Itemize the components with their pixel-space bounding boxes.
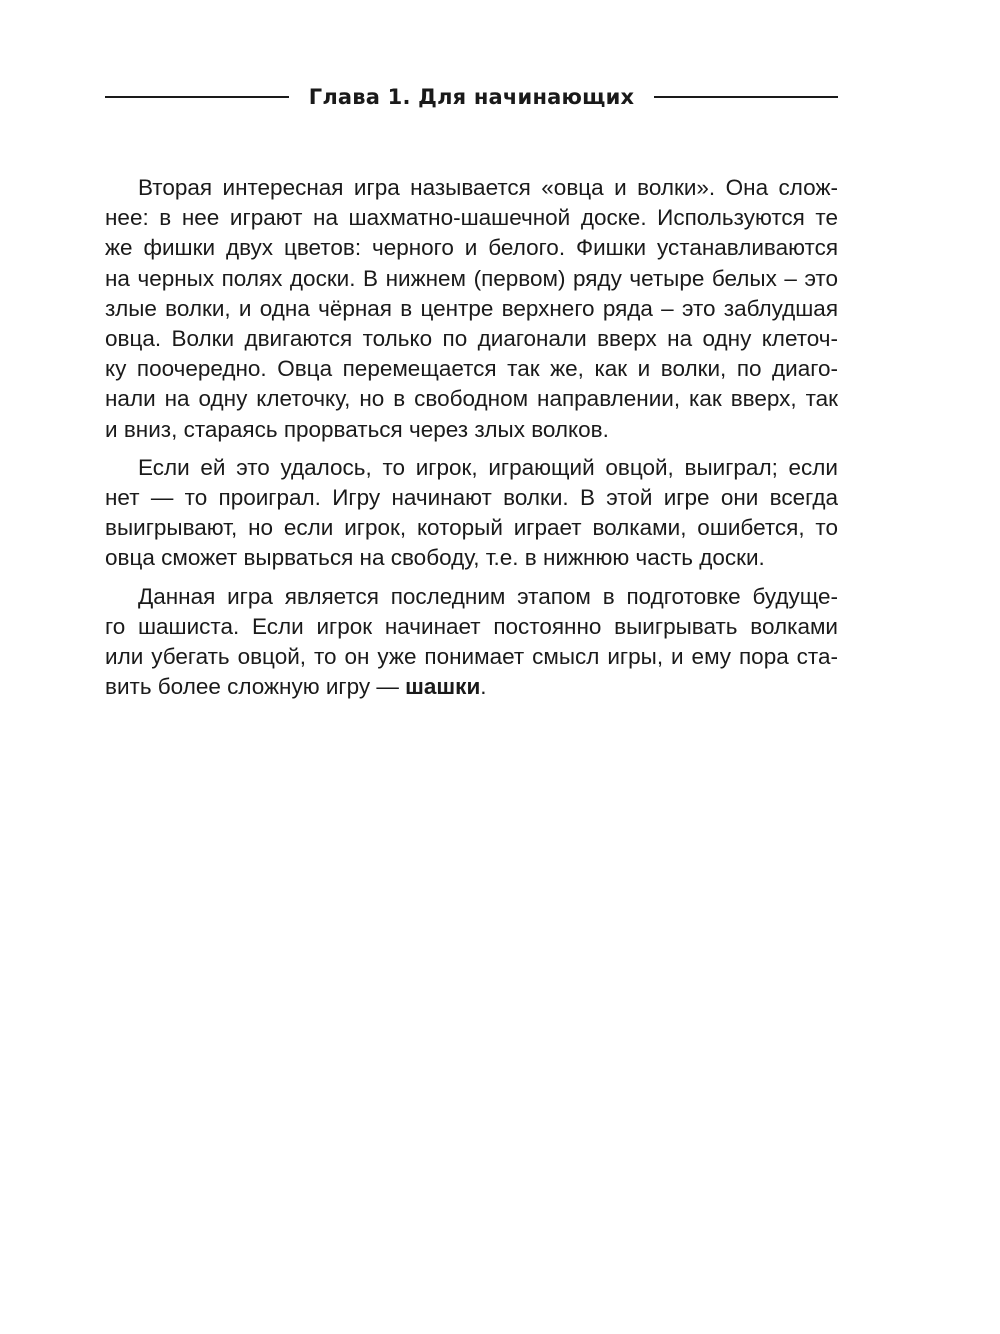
checkers-term: шашки xyxy=(405,674,481,700)
final-line-prefix: вить более сложную игру — xyxy=(105,674,406,700)
paragraph-checkers-preparation xyxy=(105,582,838,703)
right-rule xyxy=(654,96,838,98)
text-line: нет — то проиграл. Игру начинают волки. В этой игре они всегда xyxy=(105,485,838,511)
text-line: овца. Волки двигаются только по диагонали вверх на одну клеточ- xyxy=(105,326,838,352)
paragraph-game-outcome xyxy=(105,453,838,574)
chapter-title: Глава 1. Для начинающих xyxy=(308,85,635,109)
text-line: же фишки двух цветов: черного и белого. Фишки устанавливаются xyxy=(105,235,838,261)
left-rule xyxy=(105,96,289,98)
text-line: или убегать овцой, то он уже понимает смысл игры, и ему пора ста- xyxy=(105,644,838,670)
text-line: на черных полях доски. В нижнем (первом) ряду четыре белых – это xyxy=(105,265,838,291)
running-head xyxy=(105,80,838,114)
body-text xyxy=(105,173,838,710)
text-line: го шашиста. Если игрок начинает постоянно выигрывать волками xyxy=(105,613,838,639)
paragraph-sheep-and-wolves-rules xyxy=(105,173,838,445)
final-line-suffix: . xyxy=(480,674,487,700)
text-line: нали на одну клеточку, но в свободном направлении, как вверх, так xyxy=(105,386,838,412)
text-line: Данная игра является последним этапом в подготовке будуще- xyxy=(138,583,838,609)
text-line: и вниз, стараясь прорваться через злых волков. xyxy=(105,416,609,442)
text-line: овца сможет вырваться на свободу, т.е. в нижнюю часть доски. xyxy=(105,545,765,571)
text-line: Если ей это удалось, то игрок, играющий овцой, выиграл; если xyxy=(138,454,838,480)
text-line: нее: в нее играют на шахматно-шашечной доске. Используются те xyxy=(105,205,838,231)
text-line: выигрывают, но если игрок, который играет волками, ошибется, то xyxy=(105,515,838,541)
text-line: Вторая интересная игра называется «овца и волки». Она слож- xyxy=(138,175,838,200)
text-line: злые волки, и одна чёрная в центре верхнего ряда – это заблудшая xyxy=(105,295,838,321)
text-line: ку поочередно. Овца перемещается так же, как и волки, по диаго- xyxy=(105,356,838,382)
text-line-final xyxy=(105,672,838,702)
